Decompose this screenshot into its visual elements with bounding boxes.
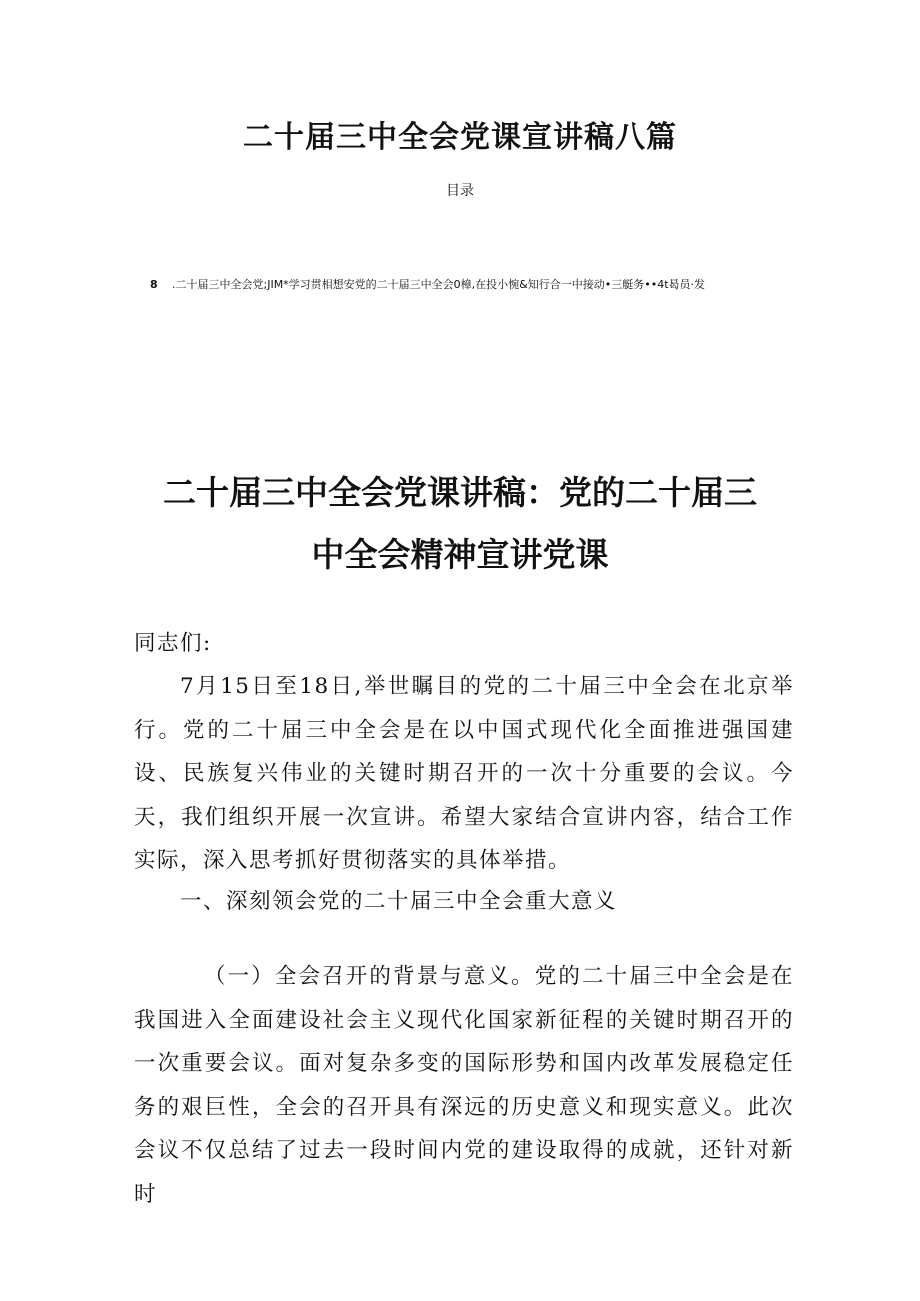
document-title: 二十届三中全会党课宣讲稿八篇 (243, 120, 677, 155)
greeting: 同志们: (134, 631, 212, 656)
toc-entry[interactable] (150, 276, 850, 292)
article-title-line1: 二十届三中全会党课讲稿：党的二十届三 (163, 473, 757, 512)
section-heading-1: 一、深刻领会党的二十届三中全会重大意义 (180, 889, 618, 914)
article-title-line2: 中全会精神宣讲党课 (311, 535, 609, 574)
paragraph-intro: 7月15日至18日,举世瞩目的党的二十届三中全会在北京举行。党的二十届三中全会是在以中国式现代化全面推进强国建设、民族复兴伟业的关键时期召开的一次十分重要的会议。今天，我们组织开展一次宣讲。希望大家结合宣讲内容，结合工作实际，深入思考抓好贯彻落实的具体举措。 (134, 674, 794, 873)
article-title (0, 462, 920, 586)
paragraph-section1-1: （一）全会召开的背景与意义。党的二十届三中全会是在我国进入全面建设社会主义现代化国家新征程的关键时期召开的一次重要会议。面对复杂多变的国际形势和国内改革发展稳定任务的艰巨性，全会的召开具有深远的历史意义和现实意义。此次会议不仅总结了过去一段时间内党的建设取得的成就，还针对新时 (134, 964, 794, 1207)
toc-heading: 目录 (446, 183, 474, 199)
toc-entry-text: .二十届三中全会党;JIM*学习贯相想安党的二十届三中全会0樟,在投小惋&知行合一中接动•三艇务••4t曷员·发 (172, 278, 706, 291)
toc-entry-number: 8 (150, 278, 158, 291)
